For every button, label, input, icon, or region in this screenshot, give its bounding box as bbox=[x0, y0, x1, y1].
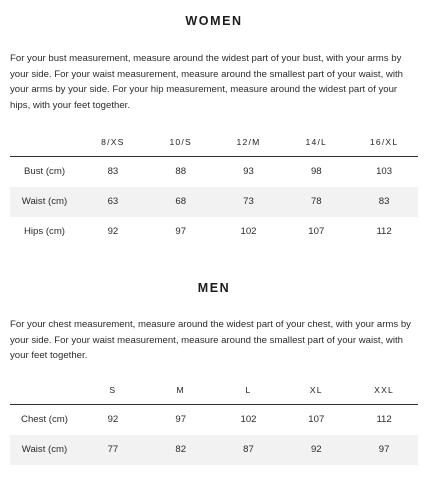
table-cell: 112 bbox=[376, 414, 392, 426]
table-cell: 97 bbox=[175, 414, 187, 426]
men-size-table bbox=[10, 376, 418, 465]
table-cell: 92 bbox=[107, 414, 119, 426]
women-table-header-row bbox=[10, 128, 418, 157]
women-size-header: 10/S bbox=[169, 137, 192, 147]
men-size-header: L bbox=[245, 385, 252, 395]
table-cell: 92 bbox=[107, 225, 119, 237]
table-cell: 83 bbox=[107, 166, 119, 178]
table-cell: 98 bbox=[310, 166, 322, 178]
women-size-header: 12/M bbox=[236, 137, 261, 147]
women-size-header: 14/L bbox=[305, 137, 328, 147]
men-row-waist bbox=[10, 435, 418, 465]
table-cell: 83 bbox=[350, 187, 418, 217]
table-cell: 107 bbox=[308, 225, 325, 237]
table-cell: 102 bbox=[240, 225, 257, 237]
table-cell: 88 bbox=[175, 166, 187, 178]
men-table-header-row bbox=[10, 376, 418, 405]
table-cell: 107 bbox=[308, 414, 325, 426]
men-row-chest bbox=[10, 405, 418, 435]
table-cell: 78 bbox=[282, 187, 350, 217]
men-measurement-instructions: For your chest measurement, measure around the widest part of your chest, with your arms by your side. For your waist measurement, measure around the smallest part of your waist, with your feet together. bbox=[10, 319, 411, 361]
table-cell: 97 bbox=[350, 435, 418, 465]
women-row-waist bbox=[10, 187, 418, 217]
table-cell: 92 bbox=[282, 435, 350, 465]
men-header-empty bbox=[10, 376, 79, 405]
row-label: Hips (cm) bbox=[23, 225, 66, 237]
men-section-title: MEN bbox=[197, 281, 231, 295]
women-size-table bbox=[10, 128, 418, 246]
women-row-hips bbox=[10, 217, 418, 247]
women-header-empty bbox=[10, 128, 79, 157]
table-cell: 97 bbox=[175, 225, 187, 237]
women-section-title: WOMEN bbox=[185, 14, 243, 28]
men-size-header: S bbox=[109, 385, 117, 395]
table-cell: 63 bbox=[79, 187, 147, 217]
row-label: Waist (cm) bbox=[10, 187, 79, 217]
table-cell: 102 bbox=[240, 414, 257, 426]
men-size-header: XXL bbox=[374, 385, 395, 395]
table-cell: 87 bbox=[215, 435, 283, 465]
row-label: Chest (cm) bbox=[21, 414, 68, 426]
table-cell: 82 bbox=[147, 435, 215, 465]
table-cell: 68 bbox=[147, 187, 215, 217]
men-size-header: XL bbox=[309, 385, 323, 395]
table-cell: 103 bbox=[376, 166, 393, 178]
women-size-header: 16/XL bbox=[369, 137, 399, 147]
table-cell: 93 bbox=[243, 166, 254, 178]
table-cell: 73 bbox=[215, 187, 283, 217]
table-cell: 77 bbox=[79, 435, 147, 465]
women-size-header: 8/XS bbox=[101, 137, 125, 147]
women-measurement-instructions: For your bust measurement, measure around the widest part of your bust, with your arms by your side. For your waist measurement, measure around the smallest part of your waist, with your arms by your side. For your hip measurement, measure around the widest part of your hips, with your feet together. bbox=[10, 53, 403, 111]
row-label: Bust (cm) bbox=[23, 166, 66, 178]
men-size-header: M bbox=[176, 385, 185, 395]
women-row-bust bbox=[10, 157, 418, 187]
table-cell: 112 bbox=[376, 225, 392, 237]
row-label: Waist (cm) bbox=[10, 435, 79, 465]
